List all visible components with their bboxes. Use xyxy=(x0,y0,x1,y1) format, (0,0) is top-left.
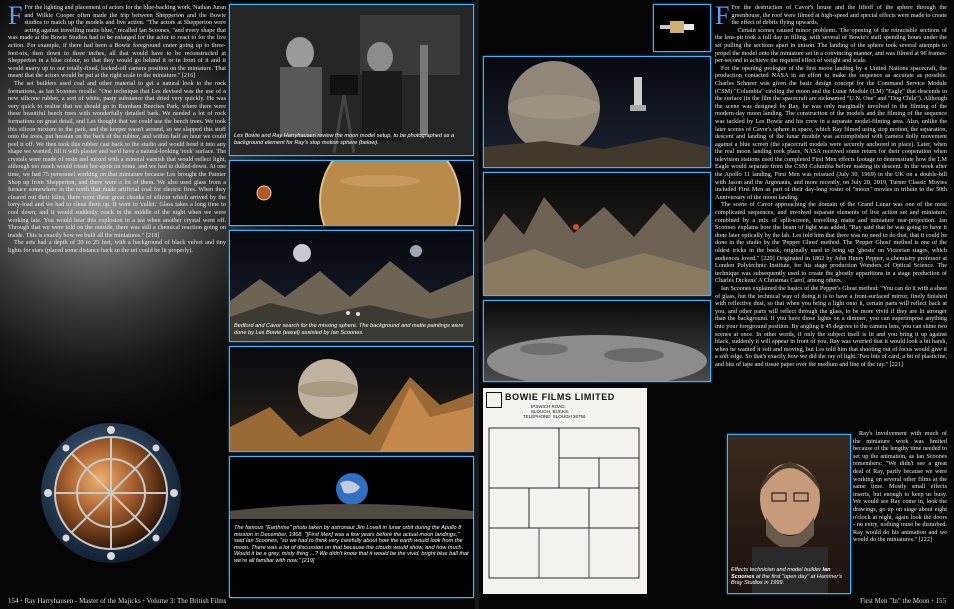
lunar-surface-photo xyxy=(483,300,711,382)
right-paragraph-2: Certain scenes caused minor problems. The opening of the retractable sections of the lens-pit took a full day in filling, with several of Bowie's staff spending hours under the set pulling the sections apart in unison. The landing of the sphere took several attempts to propel the model onto the miniature set in a convincing manner, and was filmed at 96 frames-per-second to achieve the required effect of weight and scale. xyxy=(715,26,947,65)
tower-planet-photo xyxy=(483,56,711,168)
left-page-number: 154 xyxy=(8,597,19,605)
right-folio: First Men "In" the Moon • 155 xyxy=(860,597,946,605)
planet-sphere-photo xyxy=(229,160,474,226)
right-drop-cap: F xyxy=(715,4,730,30)
letterhead-address-1: IPSWICH ROAD, xyxy=(531,404,566,409)
left-folio: 154 • Ray Harryhausen - Master of the Majicks • Volume 3: The British Films xyxy=(8,597,227,605)
search-photo-caption: Bedford and Cavor search for the missing sphere. The background and matte paintings were done by Les Bowie (easel) assisted by Ian Scoones. xyxy=(234,323,464,336)
scoones-caption xyxy=(731,567,849,587)
moonscape-search-photo xyxy=(229,230,474,342)
scoones-portrait-photo xyxy=(727,434,851,594)
right-body-text xyxy=(715,4,947,429)
left-volume: Volume 3: The British Films xyxy=(146,597,227,605)
right-page xyxy=(479,0,954,609)
left-paragraph-1: F For the lighting and placement of actors for the blue-backing work, Nathan Juran and Wilkie Cooper often made the trip between Shepperton and the Bowie studios to match up the models and live action. "The actors at Shepperton were acting against travelling matte blue," recalled Ian Scoones, "and every shape that was made at the Bowie Studios had to be enlarged for the actor to react to for the live action. For example, if there had been a Bowie foreground crater going up to three-foot-six, then down to three inches, all that would have to be reconstructed at Shepperton in a blue colour, so that they would go behind it or in front of it and it would marry up to our totally-fixed, locked-off camera position on the miniature. That meant that the actors would be put at the right scale to the miniature." [216] xyxy=(8,4,226,80)
bowie-films-document xyxy=(483,388,647,594)
left-running-title: Ray Harryhausen - Master of the Majicks xyxy=(24,597,141,605)
right-paragraph-3: For the opening prologue of the first moon landing by a United Nations spacecraft, the production contacted NASA in an effort to make the sequence as accurate as possible. Charles Schneer was given the basic design concept for the Command Service Module (CSM) "Columbia" circling the moon and the Lunar Module (LM) "Eagle" that descends to the surface (in the film the spacecraft are nicknamed "U.N. One" and "Dog Chile"). Although the scene was designed by Ray, he was only marginally involved in the filming of the modern-day moon landing. The construction of the models and the filming of the sequence was tackled by Les Bowie and his crew in a separate model-filming area. Also, unlike the later scenes of Cavor's sphere in space, which Ray filmed using stop motion, the separation, descent and landing of the lunar module was accomplished with camera dolly movement against a blue screen (the spacecraft models were securely anchored in place). Later, when the real moon landing took place, NASA received some return for their cooperation when television stations used the completed First Men effects footage to demonstrate how the LM Eagle would separate from the CSM Columbia before making its descent. In the week after the Apollo 11 landing, First Men was reissued (July 30, 1969) in the UK on a double-bill with Jason and the Argonauts, and more recently, on July 20, 2019, Turner Classic Movies included First Men as part of their day-long roster of "moon" movies in tribute to the 50th Anniversary of the moon landing. xyxy=(715,64,947,201)
right-running-title: First Men "In" the Moon xyxy=(860,597,930,605)
right-paragraph-4: The scene of Cavor approaching the domain of the Grand Lunar was one of the most complicated sequences, and involved separate elements of live action set and miniature, combined by a mix of split-screen, travelling matte and miniature rear-projection. Ian Scoones explains how the beam of light was added: "Ray said that he was going to have it done later optically by the lab. Les told him that there was no need to do that, that it could be done in the studio by the 'Pepper Ghost' method. The 'Pepper Ghost' method is one of the oldest tricks in the book, originally used to bring up 'ghosts' on Victorian stages, which audiences loved." [220] Originated in 1862 by John Henry Pepper, a chemistry professor at London Polytechnic Institute, for his stage production Wonders of Optical Science. The technique was subsequently used to create the ghostly apparitions in a stage production of Charles Dickens' A Christmas Carol, among others. xyxy=(715,201,947,285)
right-paragraph-5: Ian Scoones explained the basics of the Pepper's Ghost method: "You can do it with a sheet of glass, but the technical way of doing it is to have a front-surfaced mirror, finely finished with reflective dust, so that when you bring a light onto it, certain parts will reflect back at you, and other parts will reflect through the glass, to be more vivid if they are lit stronger than the background. If you have those lights on a dimmer, you can superimpose anything into your foreground position. By angling it 45 degrees to the camera lens, you can shine two scenes at once. In other words, if only the subject itself is lit and you bring it up against black, suddenly it will appear in front of you. Ray was worried that it would look a bit harsh, when he wanted it soft and moving, but Les told him that shooting out of focus would give it a soft edge. So that's exactly how we did the ray of light. Two bits of card, a bit of plasticine, and bits of tape and tissue paper over the medium and line of the ray." [221] xyxy=(715,284,947,368)
right-paragraph-6: Ray's involvement with much of the miniature work was limited because of the lengthy time needed to set up the animation, as Ian Scoones remembers: "We didn't see a great deal of Ray, partly because we were working on several other films at the same time. Mostly small effects inserts, but enough to keep us busy. We would see Ray come in, look the drawings, go up on stage about eight o'clock at night, again look the doors - no entry, nothing must be disturbed. Ray would do his animation and we would do the miniatures." [222] xyxy=(853,430,947,544)
left-paragraph-3: The sets had a depth of 20 to 25 feet, with a background of black velvet and tiny lights for stars (placed some distance back so the set could be lit properly). xyxy=(8,239,226,254)
right-page-number: 155 xyxy=(935,597,946,605)
scoones-caption-name: Ian Scoones xyxy=(731,567,831,580)
studio-floor-plan xyxy=(483,422,647,592)
letterhead-address-2: SLOUGH, BUCKS. xyxy=(531,409,570,414)
drop-cap: F xyxy=(8,4,23,30)
crater-rocks-photo xyxy=(483,172,711,296)
letterhead-telephone: TELEPHONE: SLOUGH 26756 xyxy=(523,414,586,419)
camera-setup-photo xyxy=(229,4,474,156)
right-paragraph-1: F For the destruction of Cavor's house and the liftoff of the sphere through the greenhouse, the roof were filmed at high-speed and special effects were made to create the effect of debris flying upwards. xyxy=(715,4,947,30)
right-body-text-continued xyxy=(853,430,947,590)
letterhead-company: BOWIE FILMS LIMITED xyxy=(505,392,615,402)
earthrise-caption: The famous "Earthrise" photo taken by astronaut Jim Lovell in lunar orbit during the Apollo 8 mission in December, 1968. "[First Men] was a few years before the actual moon landings," said Ian Scoones, "so we had to think very carefully about how the earth would look from the moon. There was a lot of discussion on that because the clouds would show, and how much. Would it be a grey, misty thing ...? We didn't know that it would be the vivid, bright blue ball that we're all familiar with now." [219] xyxy=(234,525,469,564)
scoones-caption-rest: at the first "open day" at Hammer's Bray Studios in 1999. xyxy=(731,573,843,587)
left-paragraph-2: The set builders used coal and other material to get a natural look to the rock formations, as Ian Scoones recalls: "One technique that Les devised was the use of a new silicone rubber, a sort of white, pasty substance that dried very quickly. He was very quick to realise that we should go to Burnham Beeches Park, where there were these beautiful beech trees with wonderfully detailed bark. We needed a lot of rock formations on great detail, and Les thought that we could use the beech trees. We took this silicon mixture to the park, and the keeper wasn't around, so we slapped this stuff onto the trees, put hessian on the back of the rubber, and within half an hour we could peel it off. We then took this rubber cast back to the studio and would bend it into any shape we wanted, fill it with plaster and we'd have a natural-looking 'rock' surface. The crystals were made of resin and mixed with a mineral varnish that would reflect light, although too much would create hot-spots on some, and we had to dulled-down. At one time, we had 75 personnel working on that miniature because Les brought the Painter Shop up from Shepperton, and there were a lot of them. We also used glass from a furnace somewhere in the north that made artificial coal for electric fires. When they cleared out their kilns, there were these great chunks of silicon which arrived by the lorry-load and we had to clean them up. It went to 'cullet.' Glass takes a long time to cool down, and it would suddenly crack in the middle of the night when we were working late. You would hear this explosion in a tea when another crystal went off. Through that we were told on the outside, there was still a chemical reaction going on inside. This is exactly how we built all the miniatures." [218] xyxy=(8,79,226,239)
sphere-model-photo xyxy=(38,420,184,566)
earthrise-photo xyxy=(229,456,474,598)
planet-cliffs-photo xyxy=(229,346,474,452)
letterhead-logo-icon xyxy=(486,392,502,408)
scoones-caption-lead: Effects technician and model builder xyxy=(731,567,821,573)
left-page xyxy=(0,0,475,609)
camera-photo-caption: Les Bowie and Ray Harryhausen review the moon model setup, to be photographed as a background element for Ray's stop motion sphere (below). xyxy=(234,133,455,146)
capsule-photo xyxy=(653,4,711,52)
